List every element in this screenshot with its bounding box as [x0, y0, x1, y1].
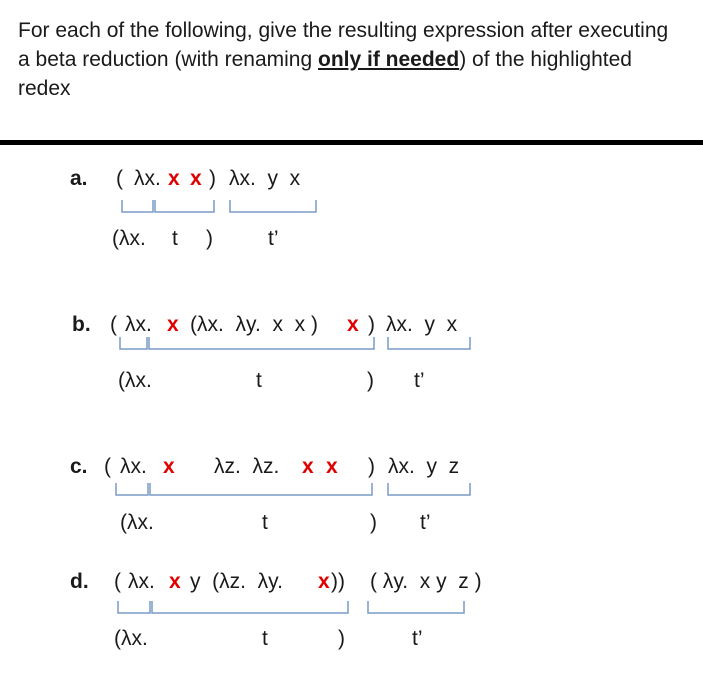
problem-d-inner-term: y (λz. λy. [190, 570, 283, 593]
problem-b-bound-var-1: x [167, 313, 179, 336]
problem-a-bound-var-2: x [190, 167, 202, 190]
problem-d-result-t: t [262, 627, 268, 650]
problem-c-result-close: ) [370, 511, 377, 534]
problem-d-result-tprime: t’ [412, 627, 423, 650]
problem-a-argument: λx. y x [229, 167, 301, 190]
problem-d-argument: ( λy. x y z ) [370, 570, 482, 593]
problem-a-close-paren: ) [209, 167, 216, 190]
problem-d-body-bracket [152, 601, 348, 613]
problem-b-inner-term: (λx. λy. x x ) [190, 313, 318, 336]
problem-c-bound-var-3: x [326, 455, 338, 478]
problem-b-label: b. [72, 313, 91, 336]
problem-c-lambda: λx. [120, 455, 147, 478]
problem-d-open-paren: ( [114, 570, 121, 593]
problem-b-bound-var-2: x [347, 313, 359, 336]
problem-c-result-tprime: t’ [420, 511, 431, 534]
problem-c-result-t: t [262, 511, 268, 534]
problem-d-close-paren: )) [331, 570, 345, 593]
problem-b-result-close: ) [367, 369, 374, 392]
problem-c-close-paren: ) [368, 455, 375, 478]
problem-d-result-close: ) [338, 627, 345, 650]
problem-c-bound-var-1: x [163, 455, 175, 478]
problem-c-result-lambda: (λx. [120, 511, 154, 534]
instructions-emphasis: only if needed [318, 48, 460, 71]
problem-c-label: c. [70, 455, 88, 478]
problem-a-result-tprime: t’ [268, 227, 279, 250]
instructions-text-start: For each of the following, give the resulting expression after executing a beta reduction (with renaming [18, 19, 669, 71]
instructions-text-end: ) of the highlighted redex [18, 48, 632, 100]
problem-b-lambda: λx. [125, 313, 152, 336]
problem-a-result-close: ) [206, 227, 213, 250]
problem-b-result-tprime: t’ [414, 369, 425, 392]
problem-d-result-lambda: (λx. [114, 627, 148, 650]
problem-b-open-paren: ( [110, 313, 117, 336]
problem-c-bound-var-2: x [302, 455, 314, 478]
problem-a-label: a. [70, 167, 88, 190]
problem-c-inner-term: λz. λz. [214, 455, 280, 478]
problem-d-lambda: λx. [128, 570, 155, 593]
problem-b-argument: λx. y x [386, 313, 458, 336]
problem-b-result-t: t [256, 369, 262, 392]
problem-a-bound-var-1: x [168, 167, 180, 190]
problem-a-result-lambda: (λx. [112, 227, 146, 250]
problem-d-label: d. [70, 570, 89, 593]
problem-a-result-t: t [172, 227, 178, 250]
problem-b-close-paren: ) [368, 313, 375, 336]
problem-b-result-lambda: (λx. [118, 369, 152, 392]
problem-d-bound-var-2: x [318, 570, 330, 593]
problem-d-arg-bracket [368, 601, 464, 613]
problem-c-open-paren: ( [104, 455, 111, 478]
problem-d-bound-var-1: x [169, 570, 181, 593]
problem-c-argument: λx. y z [388, 455, 460, 478]
problem-a-lambda: λx. [134, 167, 161, 190]
problem-d-lambda-bracket [118, 601, 150, 613]
problem-a-open-paren: ( [116, 167, 123, 190]
